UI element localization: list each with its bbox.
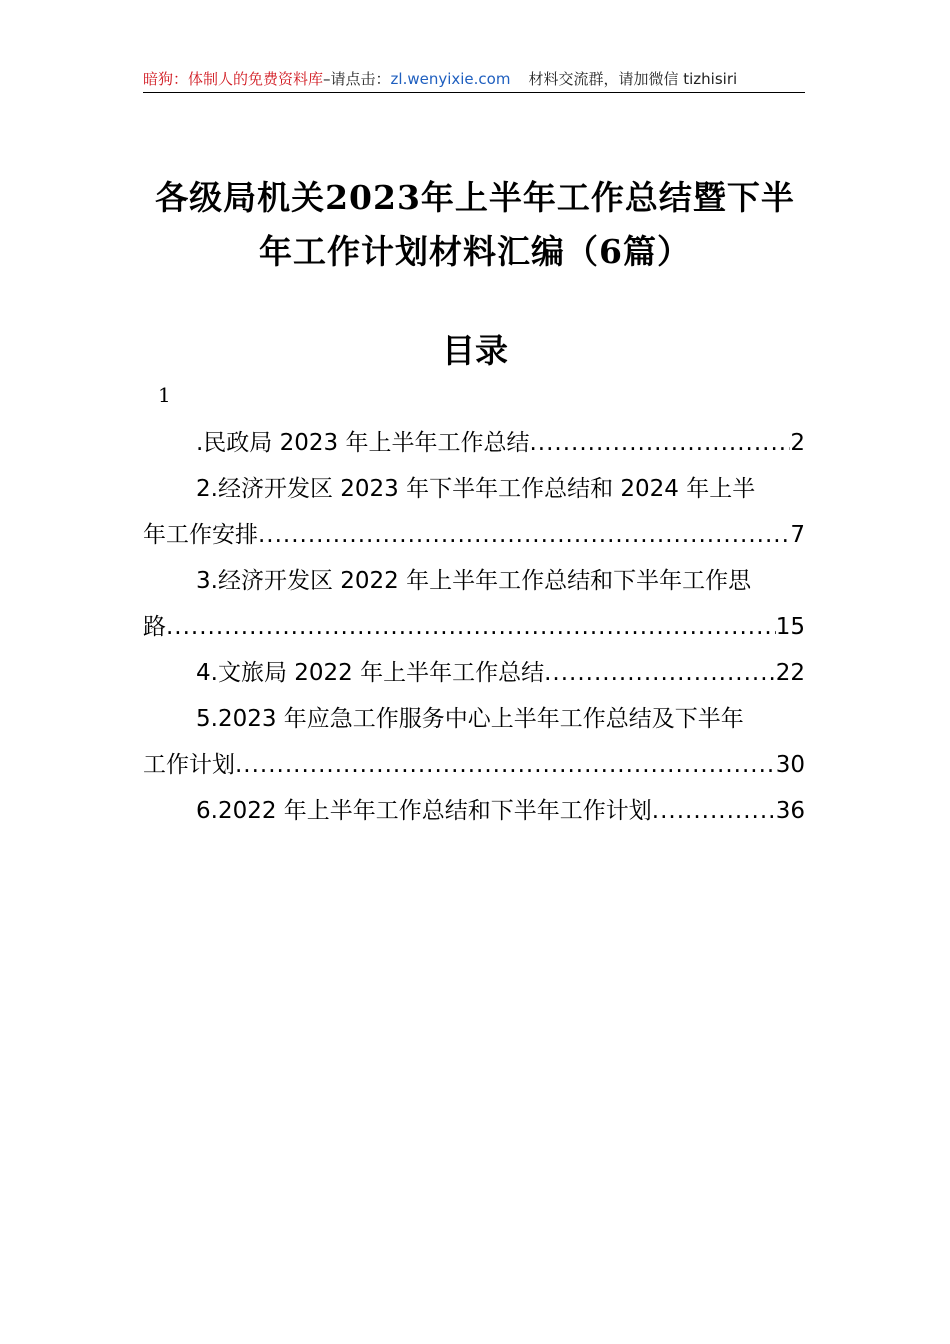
toc-entry-title: .民政局 2023 年上半年工作总结 bbox=[196, 430, 530, 456]
toc-entry[interactable] bbox=[143, 650, 805, 696]
header-wechat-note: 材料交流群，请加微信 tizhisiri bbox=[528, 70, 738, 88]
table-of-contents bbox=[143, 420, 805, 834]
document-title-line1: 各级局机关2023年上半年工作总结暨下半 bbox=[155, 178, 795, 217]
toc-leader-dots bbox=[652, 788, 776, 834]
document-title-line2: 年工作计划材料汇编（6篇） bbox=[259, 232, 691, 271]
toc-entry-title: 2.经济开发区 2023 年下半年工作总结和 2024 年上半 bbox=[196, 476, 756, 502]
page-number: 1 bbox=[158, 383, 171, 407]
page-header bbox=[143, 66, 805, 93]
toc-entry[interactable] bbox=[143, 788, 805, 834]
toc-leader-dots bbox=[235, 742, 776, 788]
toc-entry-page: 30 bbox=[775, 752, 805, 778]
toc-entry-title-cont: 路 bbox=[143, 614, 166, 640]
toc-leader-dots bbox=[258, 512, 790, 558]
toc-entry[interactable] bbox=[143, 696, 805, 742]
toc-entry-continued[interactable] bbox=[143, 742, 805, 788]
toc-entry-page: 2 bbox=[790, 430, 805, 456]
toc-leader-dots bbox=[544, 650, 776, 696]
toc-entry-title: 5.2023 年应急工作服务中心上半年工作总结及下半年 bbox=[196, 706, 744, 732]
toc-entry[interactable] bbox=[143, 466, 805, 512]
toc-entry[interactable] bbox=[143, 420, 805, 466]
toc-entry-continued[interactable] bbox=[143, 604, 805, 650]
header-link[interactable]: zl.wenyixie.com bbox=[390, 70, 511, 88]
toc-entry-title-cont: 年工作安排 bbox=[143, 522, 258, 548]
toc-entry-page: 15 bbox=[775, 614, 805, 640]
toc-heading: 目录 bbox=[442, 331, 508, 370]
toc-entry[interactable] bbox=[143, 558, 805, 604]
toc-entry-title: 3.经济开发区 2022 年上半年工作总结和下半年工作思 bbox=[196, 568, 752, 594]
toc-entry-title: 6.2022 年上半年工作总结和下半年工作计划 bbox=[196, 798, 652, 824]
header-prompt: –请点击： bbox=[323, 70, 391, 88]
toc-leader-dots bbox=[529, 420, 790, 466]
toc-leader-dots bbox=[166, 604, 776, 650]
header-brand: 暗狗：体制人的免费资料库 bbox=[143, 70, 324, 88]
toc-entry-continued[interactable] bbox=[143, 512, 805, 558]
toc-entry-page: 36 bbox=[775, 798, 805, 824]
toc-entry-page: 22 bbox=[775, 660, 805, 686]
toc-entry-title: 4.文旅局 2022 年上半年工作总结 bbox=[196, 660, 545, 686]
toc-entry-title-cont: 工作计划 bbox=[143, 752, 235, 778]
toc-entry-page: 7 bbox=[790, 522, 805, 548]
